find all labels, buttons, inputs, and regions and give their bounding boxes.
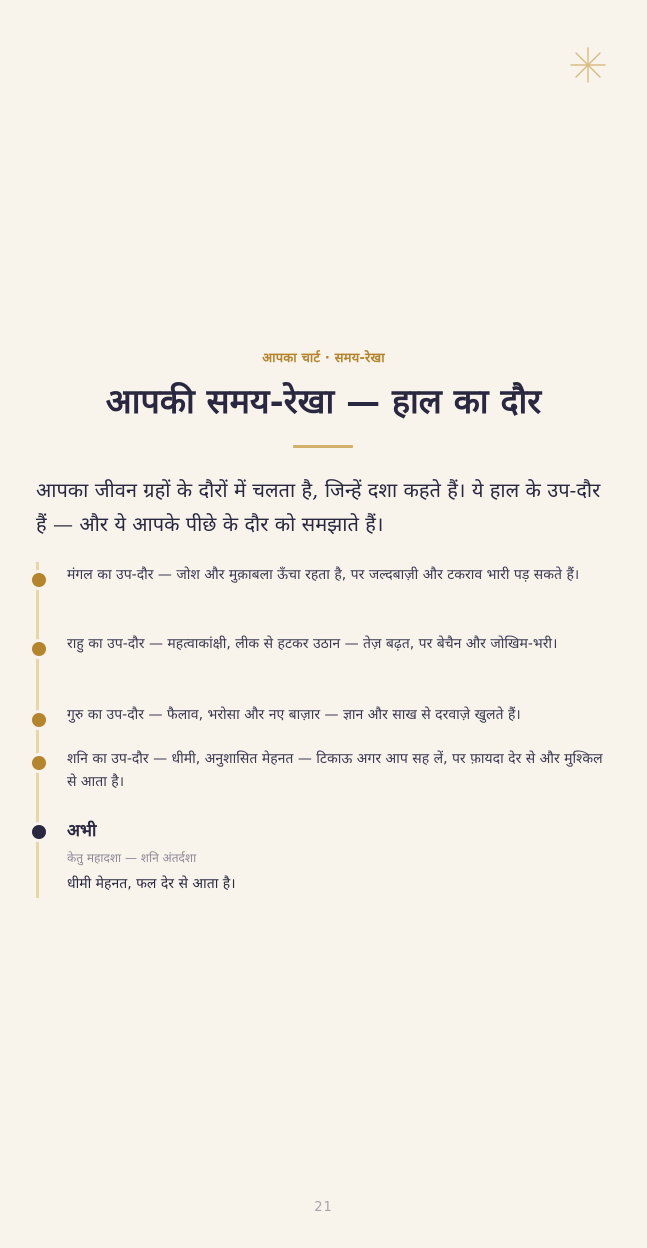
sparkle-star-icon: [570, 47, 606, 83]
page-title: आपकी समय-रेखा — हाल का दौर: [105, 382, 542, 422]
timeline-item-jupiter: गुरु का उप-दौर — फैलाव, भरोसा और नए बाज़ार — ज्ञान और साख से दरवाज़े खुलते हैं।: [67, 707, 521, 723]
timeline-dot: [32, 713, 46, 727]
timeline-line: [36, 562, 39, 898]
intro-paragraph: आपका जीवन ग्रहों के दौरों में चलता है, जिन्हें दशा कहते हैं। ये हाल के उप-दौर हैं — और ये आपके पीछे के दौर को समझाते हैं।: [36, 478, 601, 536]
timeline-item-mars: मंगल का उप-दौर — जोश और मुक़ाबला ऊँचा रहता है, पर जल्दबाज़ी और टकराव भारी पड़ सकते हैं।: [67, 567, 580, 583]
timeline-dot-current: [32, 825, 46, 839]
timeline-dot: [32, 573, 46, 587]
title-divider: [293, 445, 353, 448]
timeline-dot: [32, 756, 46, 770]
timeline-item-saturn: शनि का उप-दौर — धीमी, अनुशासित मेहनत — टिकाऊ अगर आप सह लें, पर फ़ायदा देर से और मुश्किल से आता है।: [67, 751, 603, 790]
page-number: 21: [314, 1200, 333, 1215]
current-period-description: धीमी मेहनत, फल देर से आता है।: [67, 876, 236, 892]
current-period-name: केतु महादशा — शनि अंतर्दशा: [67, 851, 197, 865]
section-eyebrow: आपका चार्ट · समय-रेखा: [262, 351, 385, 366]
timeline: [0, 562, 647, 902]
timeline-item-rahu: राहु का उप-दौर — महत्वाकांक्षी, लीक से हटकर उठान — तेज़ बढ़त, पर बेचैन और जोखिम-भरी।: [67, 636, 558, 652]
timeline-dot: [32, 642, 46, 656]
current-period-label: अभी: [67, 821, 97, 841]
